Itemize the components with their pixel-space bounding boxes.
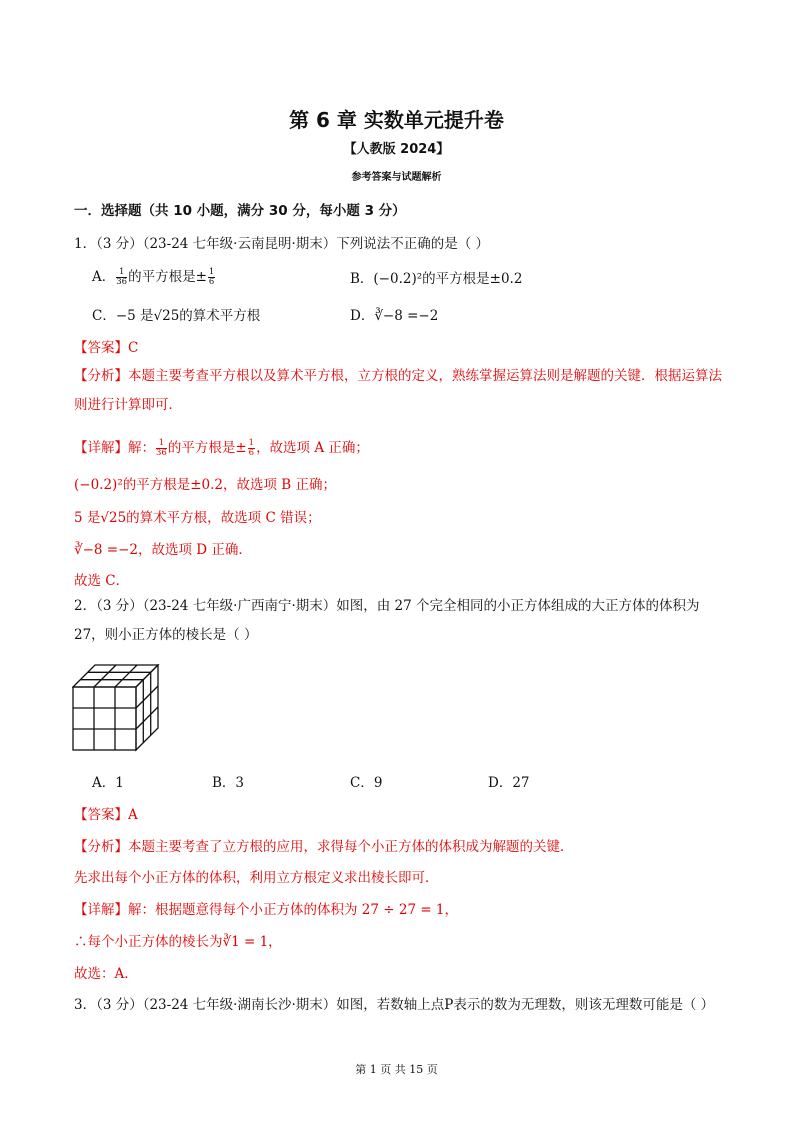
q1-detail: [74, 436, 369, 458]
page-title: 第 6 章 实数单元提升卷: [289, 108, 504, 132]
q1-option-a-num: 1: [116, 268, 127, 278]
q1-option-a: [92, 265, 216, 287]
q1-option-d: D．∛−8 =−2: [350, 308, 439, 324]
q2-option-c: C．9: [350, 775, 383, 791]
q1-detail-prefix: 【详解】解：: [74, 440, 155, 456]
q2-answer: 【答案】A: [74, 807, 138, 823]
q2-detail-2: ∴每个小正方体的棱长为∛1 = 1，: [74, 934, 282, 950]
q1-detail-line5: 故选 C．: [74, 573, 130, 589]
q1-option-a-den2: 6: [208, 277, 215, 287]
q1-option-a-label: A．: [92, 269, 116, 285]
q2-detail-3: 故选：A．: [74, 966, 138, 982]
q1-option-a-text: 的平方根是±: [128, 269, 207, 285]
page-footer: 第 1 页 共 15 页: [355, 1063, 438, 1076]
q3-stem: 3．（3 分）（23-24 七年级·湖南长沙·期末）如图，若数轴上点P表示的数为无理数，则该无理数可能是（ ）: [74, 997, 715, 1013]
q2-analysis-2: 先求出每个小正方体的体积，利用立方根定义求出棱长即可．: [74, 870, 439, 886]
q1-option-a-den: 36: [116, 277, 128, 287]
subtitle: 参考答案与试题解析: [351, 172, 442, 183]
cube-figure: [72, 664, 162, 752]
q1-detail-den: 36: [156, 448, 167, 458]
q2-option-d: D．27: [488, 775, 530, 791]
q2-option-a: A．1: [92, 775, 124, 791]
q2-stem: 2．（3 分）（23-24 七年级·广西南宁·期末）如图，由 27 个完全相同的小正方体组成的大正方体的体积为 27，则小正方体的棱长是（ ）: [74, 598, 700, 643]
q1-answer: 【答案】C: [74, 340, 139, 356]
q2-analysis: 【分析】本题主要考查了立方根的应用，求得每个小正方体的体积成为解题的关键．: [74, 839, 574, 855]
q1-option-c: C．−5 是√25的算术平方根: [92, 308, 261, 324]
q1-detail-line3: 5 是√25的算术平方根，故选项 C 错误；: [74, 510, 321, 526]
q1-detail-num: 1: [156, 439, 167, 449]
q1-option-a-num2: 1: [208, 267, 215, 277]
q1-detail-line4: ∛−8 =−2，故选项 D 正确．: [74, 542, 252, 558]
q1-detail-mid: 的平方根是±: [167, 440, 247, 456]
q1-detail-den2: 6: [248, 448, 255, 458]
q2-detail: 【详解】解：根据题意得每个小正方体的体积为 27 ÷ 27 = 1，: [74, 902, 459, 918]
q2-option-b: B．3: [212, 775, 245, 791]
q1-detail-line2: (−0.2)²的平方根是±0.2，故选项 B 正确；: [74, 477, 337, 493]
q1-stem: 1．（3 分）（23-24 七年级·云南昆明·期末）下列说法不正确的是（ ）: [74, 236, 490, 252]
edition-label: 【人教版 2024】: [343, 142, 450, 157]
q1-option-b: B．(−0.2)²的平方根是±0.2: [350, 271, 523, 287]
section-heading: 一．选择题（共 10 小题，满分 30 分，每小题 3 分）: [74, 203, 406, 219]
q1-analysis: 【分析】本题主要考查平方根以及算术平方根，立方根的定义，熟练掌握运算法则是解题的关键．根据运算法则进行计算即可．: [74, 368, 722, 413]
q1-detail-num2: 1: [248, 438, 255, 448]
q1-detail-suffix: ，故选项 A 正确；: [256, 440, 369, 456]
